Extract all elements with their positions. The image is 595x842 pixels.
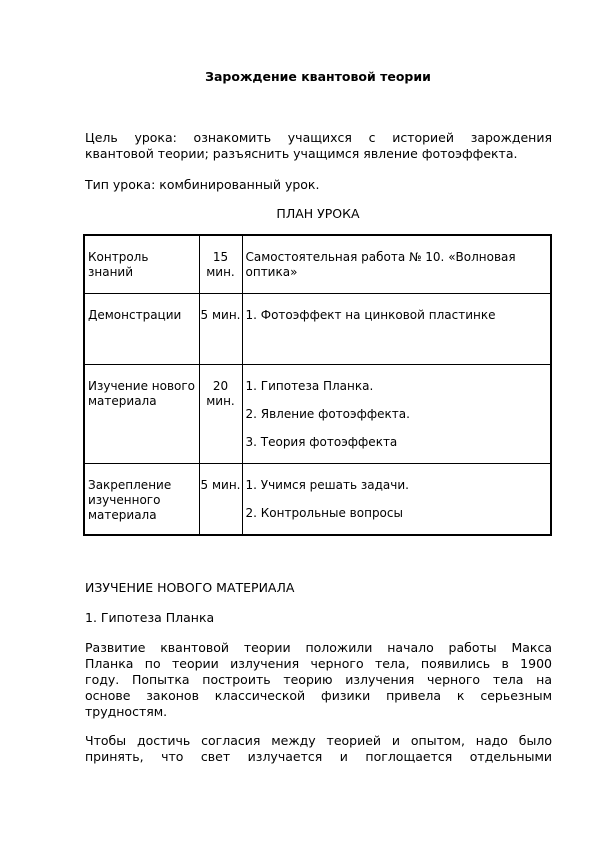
paragraph-line: Планка по теории излучения черного тела, появились в 1900 [85, 656, 552, 671]
lesson-plan-table [83, 234, 552, 536]
table-row [84, 464, 551, 536]
plan-item: 2. Явление фотоэффекта. [245, 407, 410, 421]
plan-time-cell: 5 мин. [199, 464, 242, 536]
plan-section-cell: Контроль знаний [84, 235, 199, 294]
paragraph [85, 733, 552, 765]
plan-items-cell [242, 235, 551, 294]
plan-item: 2. Контрольные вопросы [245, 506, 403, 520]
subsection-heading: 1. Гипотеза Планка [85, 610, 215, 625]
lesson-goal-line: Цель урока: ознакомить учащихся с историей зарождения [85, 130, 552, 145]
plan-section-cell: Изучение нового материала [84, 365, 199, 464]
plan-item: 1. Учимся решать задачи. [245, 478, 409, 492]
lesson-type: Тип урока: комбинированный урок. [85, 177, 320, 192]
plan-section-cell: Демонстрации [84, 294, 199, 365]
plan-item: 3. Теория фотоэффекта [245, 435, 398, 449]
paragraph-line: году. Попытка построить теорию излучения черного тела на [85, 672, 552, 687]
paragraph-line: основе законов классической физики привела к серьезным [85, 688, 552, 703]
table-row [84, 235, 551, 294]
section-heading: ИЗУЧЕНИЕ НОВОГО МАТЕРИАЛА [85, 580, 295, 595]
plan-item: 1. Фотоэффект на цинковой пластинке [245, 308, 496, 322]
lesson-goal [85, 130, 552, 162]
plan-items-cell [242, 464, 551, 536]
plan-items-cell [242, 294, 551, 365]
paragraph [85, 640, 552, 720]
paragraph-line: трудностям. [85, 704, 168, 719]
plan-item: Самостоятельная работа № 10. «Волновая оптика» [245, 250, 516, 279]
plan-section-cell: Закрепление изученного материала [84, 464, 199, 536]
paragraph-line: принять, что свет излучается и поглощается отдельными [85, 749, 552, 764]
table-row [84, 365, 551, 464]
plan-time-cell: 20 мин. [199, 365, 242, 464]
plan-time-cell: 5 мин. [199, 294, 242, 365]
paragraph-line: Чтобы достичь согласия между теорией и опытом, надо было [85, 733, 552, 748]
lesson-goal-line: квантовой теории; разъяснить учащимся явление фотоэффекта. [85, 146, 518, 161]
plan-heading: ПЛАН УРОКА [276, 206, 360, 221]
table-row [84, 294, 551, 365]
plan-time-cell: 15 мин. [199, 235, 242, 294]
paragraph-line: Развитие квантовой теории положили начало работы Макса [85, 640, 552, 655]
plan-item: 1. Гипотеза Планка. [245, 379, 374, 393]
plan-items-cell [242, 365, 551, 464]
document-title: Зарождение квантовой теории [205, 69, 431, 84]
